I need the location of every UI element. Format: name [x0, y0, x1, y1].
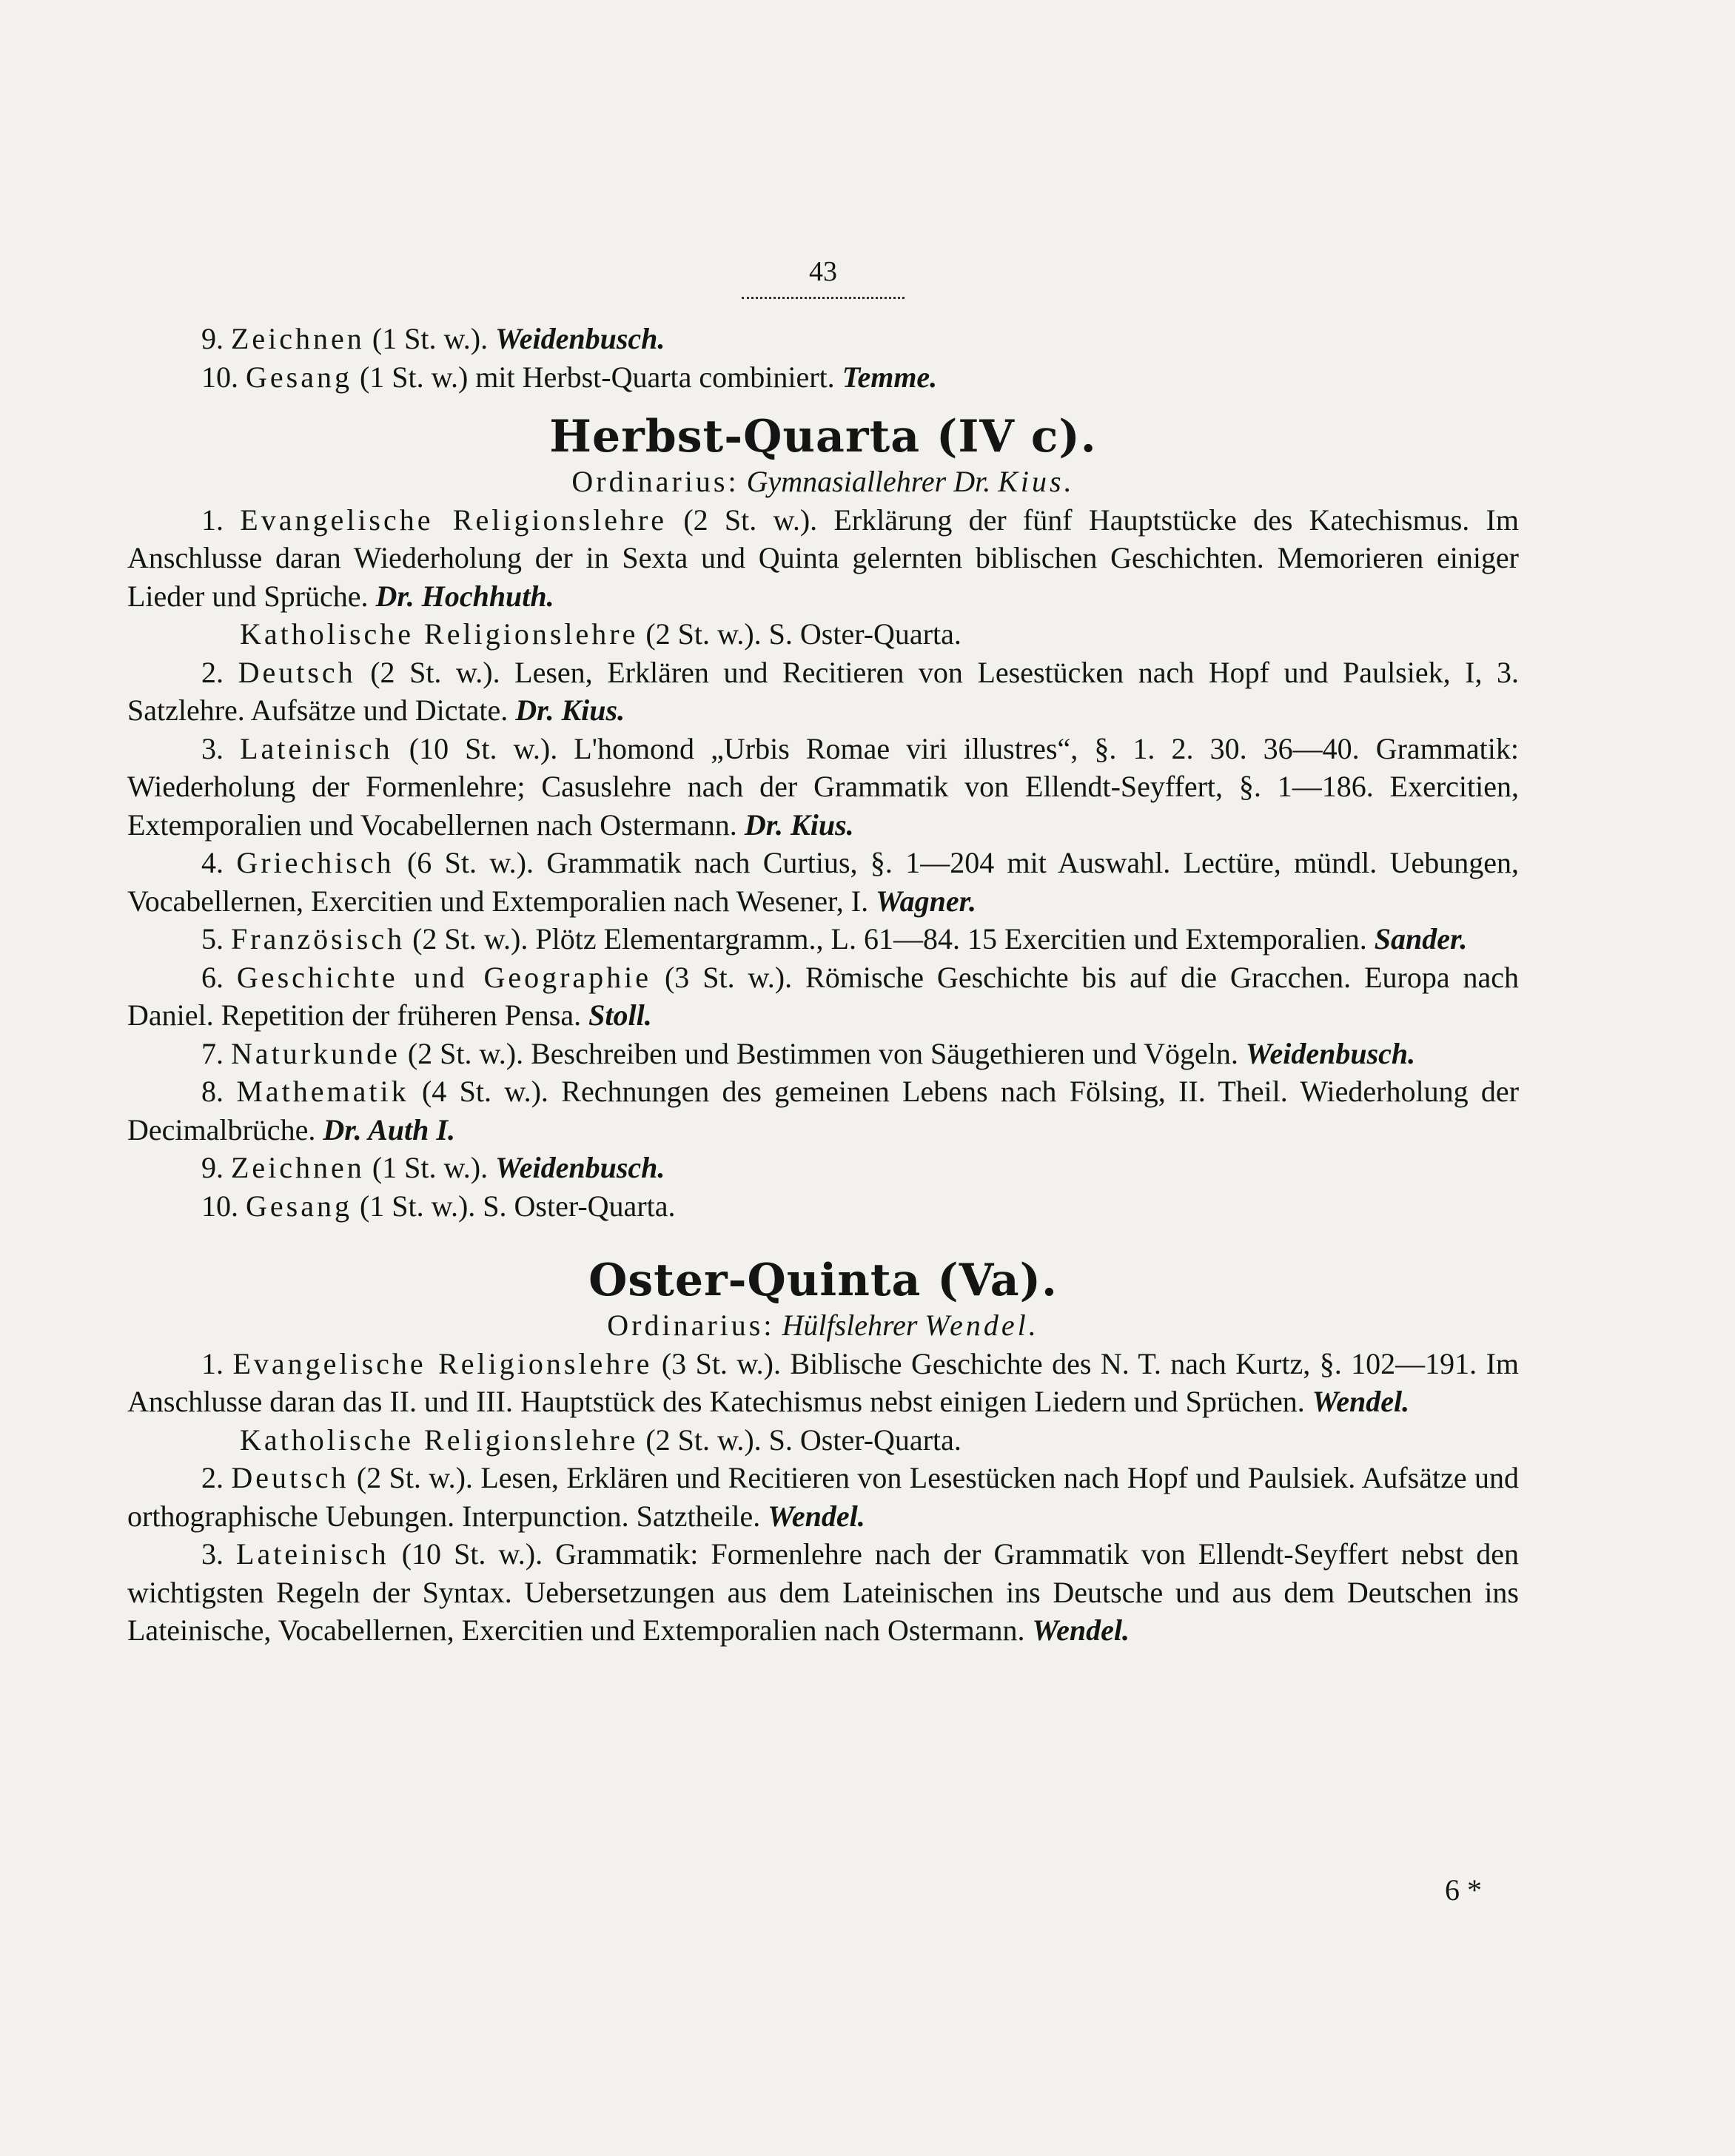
section-oster-quinta-items — [127, 1345, 1519, 1650]
section-title-oster-quinta: Oster-Quinta (Va). — [588, 1255, 1058, 1306]
page-number: 43 — [809, 256, 837, 287]
list-item: Katholische Religionslehre (2 St. w.). S. Oster-Quarta. — [240, 1423, 962, 1457]
ordinarius-herbst-quarta: Ordinarius: Gymnasiallehrer Dr. Kius. — [571, 465, 1075, 498]
body-text — [127, 320, 1519, 1650]
signature-mark: 6 * — [1445, 1873, 1482, 1907]
list-item: 2. Deutsch (2 St. w.). Lesen, Erklären und Recitieren von Lesestücken nach Hopf und Paulsiek. Aufsätze und orthographische Uebungen. Interpunction. Satztheile. Wendel. — [127, 1461, 1520, 1533]
list-item: 4. Griechisch (6 St. w.). Grammatik nach Curtius, §. 1—204 mit Auswahl. Lectüre, mündl. Uebungen, Vocabellernen, Exercitien und Extemporalien nach Wesener, I. Wagner. — [127, 846, 1520, 918]
list-item: 3. Lateinisch (10 St. w.). Grammatik: Formenlehre nach der Grammatik von Ellendt-Seyffert nebst den wichtigsten Regeln der Syntax. Uebersetzungen aus dem Lateinischen ins Deutsche und aus dem Deutschen ins Lateinische, Vocabellernen, Exercitien und Extemporalien nach Ostermann. Wendel. — [127, 1537, 1520, 1647]
top-item-9: 9. Zeichnen (1 St. w.). Weidenbusch. — [201, 322, 665, 355]
section-title-herbst-quarta: Herbst-Quarta (IV c). — [549, 411, 1097, 463]
page-number-ornament — [742, 291, 905, 299]
top-item-10: 10. Gesang (1 St. w.) mit Herbst-Quarta combiniert. Temme. — [201, 360, 938, 394]
list-item: 3. Lateinisch (10 St. w.). L'homond „Urbis Romae viri illustres“, §. 1. 2. 30. 36—40. Grammatik: Wiederholung der Formenlehre; Casuslehre nach der Grammatik von Ellendt-Seyffert, §. 1—186. Exercitien, Extemporalien und Vocabellernen nach Ostermann. Dr. Kius. — [127, 731, 1520, 842]
list-item: 1. Evangelische Religionslehre (3 St. w.). Biblische Geschichte des N. T. nach Kurtz, §. 102—191. Im Anschlusse daran das II. und III. Hauptstück des Katechismus nebst einigen Liedern und Sprüchen. Wendel. — [127, 1346, 1520, 1418]
list-item: 2. Deutsch (2 St. w.). Lesen, Erklären und Recitieren von Lesestücken nach Hopf und Paulsiek, I, 3. Satzlehre. Aufsätze und Dictate. Dr. Kius. — [127, 655, 1520, 727]
list-item: Katholische Religionslehre (2 St. w.). S. Oster-Quarta. — [240, 617, 962, 651]
list-item: 5. Französisch (2 St. w.). Plötz Elementargramm., L. 61—84. 15 Exercitien und Extemporalien. Sander. — [201, 922, 1468, 956]
list-item: 6. Geschichte und Geographie (3 St. w.). Römische Geschichte bis auf die Gracchen. Europa nach Daniel. Repetition der früheren Pensa. Stoll. — [127, 960, 1520, 1032]
ordinarius-oster-quinta: Ordinarius: Hülfslehrer Wendel. — [607, 1309, 1039, 1342]
list-item: 10. Gesang (1 St. w.). S. Oster-Quarta. — [201, 1189, 676, 1223]
list-item: 1. Evangelische Religionslehre (2 St. w.). Erklärung der fünf Hauptstücke des Katechismus. Im Anschlusse daran Wiederholung der in Sexta und Quinta gelernten biblischen Geschichten. Memorieren einiger Lieder und Sprüche. Dr. Hochhuth. — [127, 503, 1519, 613]
list-item: 8. Mathematik (4 St. w.). Rechnungen des gemeinen Lebens nach Fölsing, II. Theil. Wiederholung der Decimalbrüche. Dr. Auth I. — [127, 1075, 1520, 1146]
top-items — [127, 320, 1519, 396]
section-herbst-quarta-items — [127, 501, 1519, 1226]
list-item: 9. Zeichnen (1 St. w.). Weidenbusch. — [201, 1151, 665, 1184]
list-item: 7. Naturkunde (2 St. w.). Beschreiben und Bestimmen von Säugethieren und Vögeln. Weidenbusch. — [201, 1036, 1416, 1070]
